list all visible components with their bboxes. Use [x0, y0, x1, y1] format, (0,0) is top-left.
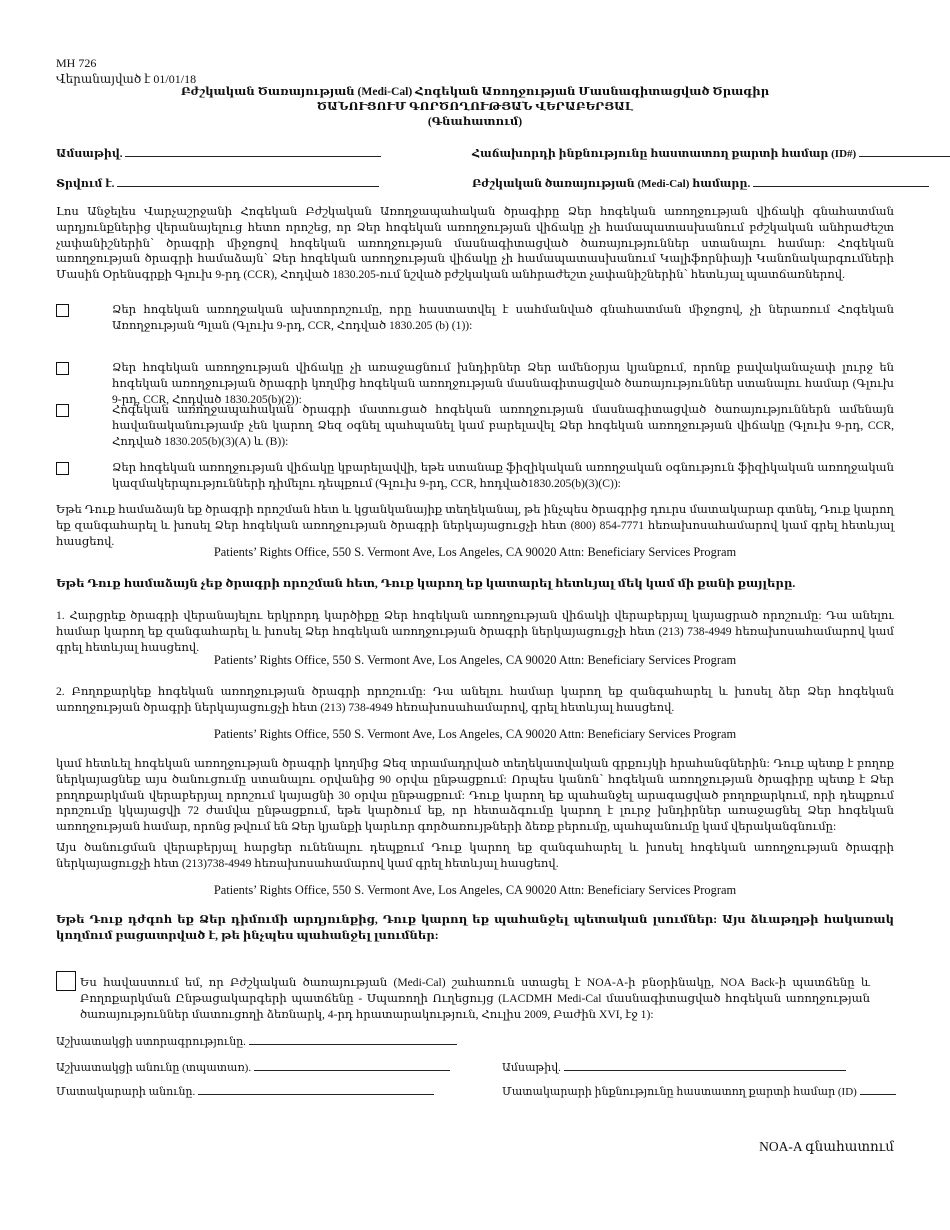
provider-id-field[interactable]	[502, 1084, 896, 1100]
sign-date-line[interactable]	[564, 1060, 846, 1071]
address-line-2: Patients’ Rights Office, 550 S. Vermont Ave, Los Angeles, CA 90020 Attn: Beneficiary Services Program	[213, 653, 737, 667]
medical-number-field[interactable]	[472, 176, 929, 192]
staff-signature-label: Աշխատակցի ստորագրությունը.	[56, 1036, 246, 1048]
sign-date-field[interactable]	[502, 1060, 846, 1076]
help-paragraph: Այս ծանուցման վերաբերյալ հարցեր ունենալու դեպքում Դուք կարող եք զանգահարել և խոսել հոգեկան առողջության ծրագրի ներկայացուցչի հետ (213)738-4949 հեռախոսահամարով կամ գրել հետևյալ հասցեով.	[56, 841, 894, 870]
title-line-1: Բժշկական Ծառայության (Medi-Cal) Հոգեկան Առողջության Մասնագիտացված Ծրագիր	[180, 85, 770, 98]
staff-signature-field[interactable]	[56, 1034, 457, 1050]
disagree-heading: Եթե Դուք համաձայն չեք ծրագրի որոշման հետ, Դուք կարող եք կատարել հետևյալ մեկ կամ մի քանի քայլերը.	[56, 577, 796, 590]
address-line-3: Patients’ Rights Office, 550 S. Vermont Ave, Los Angeles, CA 90020 Attn: Beneficiary Services Program	[213, 727, 737, 741]
provider-id-label: Մատակարարի ինքնությունը հաստատող քարտի համար (ID)	[502, 1086, 857, 1098]
address-line-4: Patients’ Rights Office, 550 S. Vermont Ave, Los Angeles, CA 90020 Attn: Beneficiary Services Program	[213, 883, 737, 897]
provider-id-line[interactable]	[860, 1084, 896, 1095]
staff-name-label: Աշխատակցի անունը (տպատառ).	[56, 1062, 252, 1074]
criterion-checkbox-3[interactable]	[56, 404, 69, 417]
criterion-text-1: Ձեր հոգեկան առողջական ախտորոշումը, որը հաստատվել է սահմանված գնահատման միջոցով, չի ներառում Հոգեկան Առողջության Պլան (Գլուխ 9-րդ, CCR, Հոդված 1830.205 (b) (1)):	[112, 303, 894, 332]
provider-name-label: Մատակարարի անունը.	[56, 1086, 196, 1098]
issued-to-field[interactable]	[56, 176, 379, 192]
criterion-checkbox-2[interactable]	[56, 362, 69, 375]
criterion-text-4: Ձեր հոգեկան առողջության վիճակը կբարելավվի, եթե ստանաք ֆիզիկական առողջական օգնություն ֆիզիկական առողջական կազմակերպությունների դիմելու դեպքում (Գլուխ 9-րդ, CCR, հոդված1830.205(b)(3)(C)):	[112, 461, 894, 490]
intro-paragraph: Լոս Անջելես Վարչաշրջանի Հոգեկան Բժշկական Առողջապահական ծրագիրը Ձեր հոգեկան առողջության վիճակի գնահատման արդյունքներից վերանայելուց հետո որոշեց, որ Ձեր հոգեկան առողջության վիճակը չի համապատասխանում բժշկական անհրաժեշտ չափանիշներին՝ ծրագրի միջոցով հոգեկան առողջության մասնագիտացված ծառայություններ ստանալու համար: Հոգեկան առողջության ծրագրի համաձայն՝ Ձեր հոգեկան առողջության վիճակը չի համապատասխանում Կալիֆորնիայի Կանոնակարգումների Մասին Օրենսգրքի Գլուխ 9-րդ (CCR), Հոդված 1830.205-ում նշված բժշկական անհրաժեշտ չափանիշներին՝ հետևյալ պատճառներով.	[56, 205, 894, 282]
client-id-input-line[interactable]	[859, 146, 950, 157]
criterion-checkbox-1[interactable]	[56, 304, 69, 317]
state-hearing-heading: Եթե Դուք դժգոհ եք Ձեր դիմումի արդյունքից, Դուք կարող եք պահանջել պետական լսումներ: Այս ձևաթղթի հակառակ կողմում բացատրված է, թե ինչպես պահանջել լսումներ:	[56, 913, 894, 942]
date-field[interactable]	[56, 146, 381, 162]
criterion-text-3: Հոգեկան առողջապահական ծրագրի մատուցած հոգեկան առողջության մասնագիտացված ծառայություններն ամենայն հավանականությամբ չեն կարող Ձեզ օգնել պահպանել կամ բարելավել Ձեր հոգեկան առողջության վիճակը (Գլուխ 9-րդ, CCR, Հոդված 1830.205(b)(3)(A) և (B)):	[112, 403, 894, 448]
date-input-line[interactable]	[125, 146, 381, 157]
provider-name-field[interactable]	[56, 1084, 434, 1100]
title-line-2: ԾԱՆՈՒՑՈՒՄ ԳՈՐԾՈՂՈՒԹՅԱՆ ՎԵՐԱԲԵՐՅԱԼ	[316, 100, 634, 114]
footer-form-type: NOA-A գնահատում	[759, 1139, 894, 1154]
step-1-paragraph: 1. Հարցրեք ծրագրի վերանայելու երկրորդ կարծիքը Ձեր հոգեկան առողջության վիճակի վերաբերյալ կայացրած որոշումը: Դա անելու համար կարող եք զանգահարել և խոսել Ձեր հոգեկան առողջության ծրագրի ներկայացուցչի հետ (213) 738-4949 հեռախոսահամարով կամ գրել հետևյալ հասցեով.	[56, 609, 894, 654]
form-title	[0, 84, 950, 129]
attestation-checkbox[interactable]	[56, 971, 76, 991]
attestation-text: Ես հավաստում եմ, որ Բժշկական ծառայության (Medi-Cal) շահառուն ստացել է NOA-A-ի բնօրինակը, NOA Back-ի պատճենը և Բողոքարկման Ընթացակարգերի պատճենը - Սպառողի Ուղեցույց (LACDMH Medi-Cal մասնագիտացված հոգեկան առողջության ծառայություններ մատուցողի ձեռնարկ, 4-րդ հրատարակություն, Հուլիս 2009, Բաժին XVI, էջ 1):	[80, 976, 870, 1021]
address-line-1: Patients’ Rights Office, 550 S. Vermont Ave, Los Angeles, CA 90020 Attn: Beneficiary Services Program	[213, 545, 737, 559]
revision-date: Վերանայված է 01/01/18	[56, 71, 197, 86]
title-line-3: (Գնահատում)	[427, 115, 523, 129]
staff-signature-line[interactable]	[249, 1034, 457, 1045]
client-id-field[interactable]	[472, 146, 950, 162]
provider-name-line[interactable]	[198, 1084, 434, 1095]
criterion-checkbox-4[interactable]	[56, 462, 69, 475]
criterion-text-2: Ձեր հոգեկան առողջության վիճակը չի առաջացնում խնդիրներ Ձեր ամենօրյա կյանքում, որոնք բավականաչափ լուրջ են հոգեկան առողջության ծրագրի կողմից հոգեկան առողջության մասնագիտացված ծառայություններ ստանալու համար (Գլուխ 9-րդ, CCR, Հոդված 1830.205(b)(2)):	[112, 361, 894, 406]
client-id-label: Հաճախորդի ինքնությունը հաստատող քարտի համար (ID#)	[472, 148, 857, 160]
agree-paragraph: Եթե Դուք համաձայն եք ծրագրի որոշման հետ և կցանկանայիք տեղեկանալ, թե ինչպես ծրագրից դուրս մատակարար գտնել, Դուք կարող եք զանգահարել և խոսել Ձեր հոգեկան առողջության ծրագրի ներկայացուցչի հետ (800) 854-7771 հեռախոսահամարով կամ գրել հետևյալ հասցեով.	[56, 503, 894, 548]
staff-name-field[interactable]	[56, 1060, 450, 1076]
appeal-paragraph: կամ հետևել հոգեկան առողջության ծրագրի կողմից Ձեզ տրամադրված տեղեկատվական գրքույկի հրահանգներին: Դուք պետք է բողոք ներկայացնեք այս ծանուցումը ստանալու օրվանից 90 օրվա ընթացքում: Որպես կանոն՝ հոգեկան առողջության ծրագիրը պետք է Ձեր բողոքարկման վերաբերյալ որոշում կայացնի 30 օրվա ընթացքում: Դուք կարող եք պահանջել արագացված բողոքարկում, որի դեպքում որոշումը կկայացվի 72 ժամվա ընթացքում, եթե կարծում եք, որ հետաձգումը կարող է լուրջ խնդիրներ առաջացնել Ձեր հոգեկան առողջության համար, որոնց թվում են Ձեր կյանքի կարևոր գործառույթների ձեռք բերումը, պահպանումը կամ վերականգնումը:	[56, 757, 894, 834]
medical-number-input-line[interactable]	[753, 176, 929, 187]
medical-number-label: Բժշկական ծառայության (Medi-Cal) համարը.	[472, 178, 751, 190]
step-2-paragraph: 2. Բողոքարկեք հոգեկան առողջության ծրագրի որոշումը: Դա անելու համար կարող եք զանգահարել և խոսել ձեր Ձեր հոգեկան առողջության ծրագրի ներկայացուցչի հետ (213) 738-4949 հեռախոսահամարով, գրել հետևյալ հասցեով.	[56, 685, 894, 714]
date-label: Ամսաթիվ.	[56, 148, 123, 160]
issued-to-input-line[interactable]	[117, 176, 379, 187]
issued-to-label: Տրվում է.	[56, 178, 115, 190]
staff-name-line[interactable]	[254, 1060, 450, 1071]
sign-date-label: Ամսաթիվ.	[502, 1062, 561, 1074]
form-code: MH 726	[56, 56, 97, 70]
form-header-codes	[56, 56, 196, 87]
